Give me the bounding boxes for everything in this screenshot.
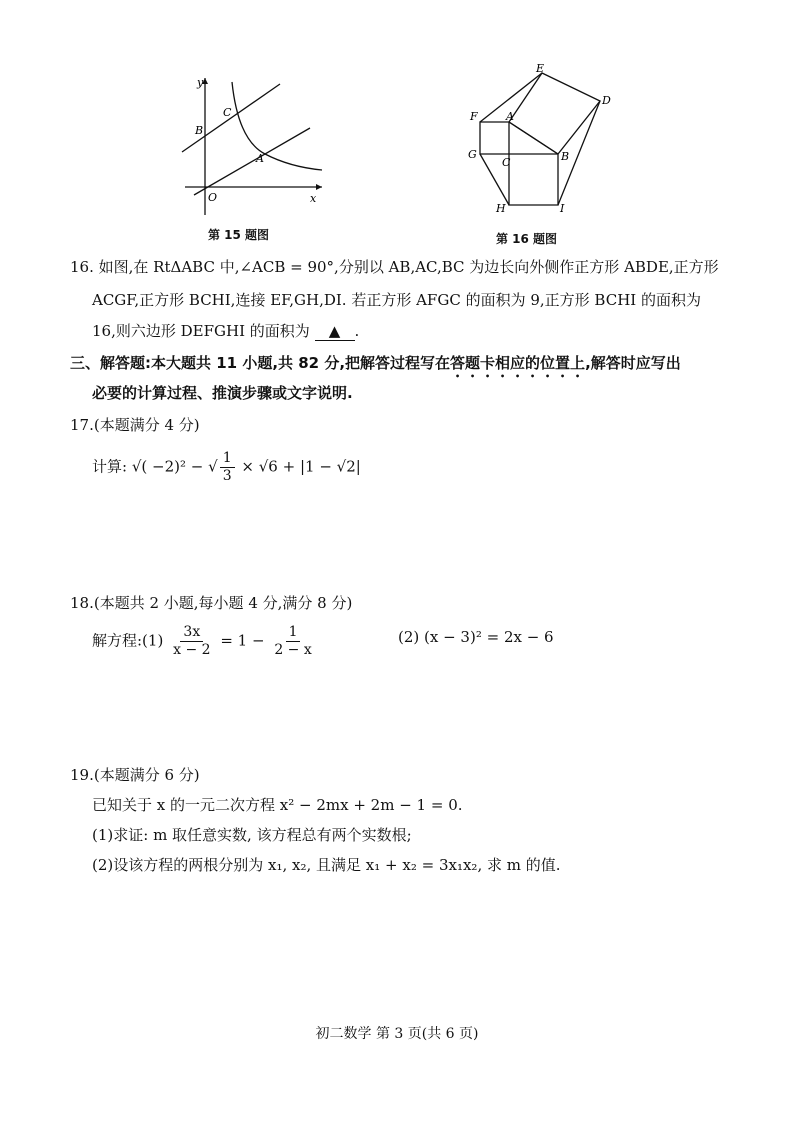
q17-frac-num: 1 — [220, 450, 235, 468]
q19-part-2: (2)设该方程的两根分别为 x₁, x₂, 且满足 x₁ + x₂ = 3x₁x₂, 求 m 的值. — [92, 856, 561, 874]
label-c: C — [502, 156, 511, 169]
section-3-line-1 — [70, 352, 681, 381]
section-3-dotted: 答题卡相应的位置上 — [450, 354, 586, 372]
page-footer: 初二数学 第 3 页(共 6 页) — [315, 1026, 479, 1042]
q17-term-1: √( −2)² — [131, 457, 186, 476]
q18-middle: = 1 − — [220, 631, 265, 650]
label-b: B — [561, 150, 570, 163]
section-3-line-2: 必要的计算过程、推演步骤或文字说明. — [92, 384, 353, 402]
answer-blank — [315, 322, 355, 341]
q18-header: 18.(本题共 2 小题,每小题 4 分,满分 8 分) — [70, 594, 353, 612]
q18-fraction-1 — [170, 624, 213, 659]
square-afgc — [480, 122, 509, 154]
q16-line-1: 16. 如图,在 RtΔABC 中,∠ACB = 90°,分别以 AB,AC,BC 为边长向外侧作正方形 ABDE,正方形 — [70, 258, 719, 276]
hyperbola-curve — [232, 82, 322, 170]
section-3-text-end: ,解答时应写出 — [585, 354, 681, 372]
label-i: I — [560, 202, 565, 215]
q17-rest: × √6 + |1 − √2| — [241, 457, 361, 476]
q18-frac2-num: 1 — [286, 624, 301, 642]
label-x: x — [310, 192, 317, 205]
label-y: y — [197, 76, 204, 89]
q17-label: 计算: — [92, 457, 128, 476]
q19-part-1: (1)求证: m 取任意实数, 该方程总有两个实数根; — [92, 826, 412, 844]
q17-expression — [92, 450, 361, 485]
q16-line-3 — [92, 320, 359, 341]
triangle-ab — [509, 122, 558, 154]
section-3-text: 三、解答题:本大题共 11 小题,共 82 分,把解答过程写在 — [70, 354, 451, 372]
q18-frac2-den: 2 − x — [274, 642, 312, 658]
label-b: B — [195, 124, 204, 137]
square-bchi — [509, 154, 558, 205]
q17-frac-den: 3 — [222, 468, 232, 484]
label-f: F — [470, 110, 478, 123]
line-oa — [194, 128, 310, 195]
label-g: G — [468, 148, 477, 161]
q19-header: 19.(本题满分 6 分) — [70, 766, 200, 784]
q18-frac1-den: x − 2 — [173, 642, 211, 658]
figure-15-graph — [170, 70, 330, 220]
q18-frac1-num: 3x — [180, 624, 203, 642]
q17-minus: − — [190, 457, 204, 476]
square-abde — [509, 73, 600, 154]
q18-fraction-2 — [271, 624, 314, 659]
q18-label: 解方程:(1) — [92, 631, 164, 650]
x-axis-arrow — [316, 184, 322, 190]
q17-fraction — [220, 450, 235, 485]
q16-line-3-end: . — [354, 322, 360, 340]
q16-line-3-text: 16,则六边形 DEFGHI 的面积为 — [92, 322, 310, 340]
figure-16-caption: 第 16 题图 — [496, 232, 558, 246]
label-e: E — [536, 62, 545, 75]
label-h: H — [496, 202, 506, 215]
label-a: A — [256, 152, 264, 165]
figure-16-diagram — [462, 60, 622, 220]
q17-sqrt: √ — [208, 457, 218, 476]
q16-line-2: ACGF,正方形 BCHI,连接 EF,GH,DI. 若正方形 AFGC 的面积为 9,正方形 BCHI 的面积为 — [92, 291, 701, 309]
figure-15-caption: 第 15 题图 — [208, 228, 270, 242]
q19-intro: 已知关于 x 的一元二次方程 x² − 2mx + 2m − 1 = 0. — [92, 796, 463, 814]
q17-header: 17.(本题满分 4 分) — [70, 416, 200, 434]
label-d: D — [602, 94, 611, 107]
q18-part-2: (2) (x − 3)² = 2x − 6 — [398, 628, 554, 646]
label-o: O — [208, 191, 218, 204]
label-a: A — [506, 110, 514, 123]
q18-part-1 — [92, 624, 317, 659]
blank-mark: ▲ — [328, 322, 341, 340]
label-c: C — [223, 106, 232, 119]
